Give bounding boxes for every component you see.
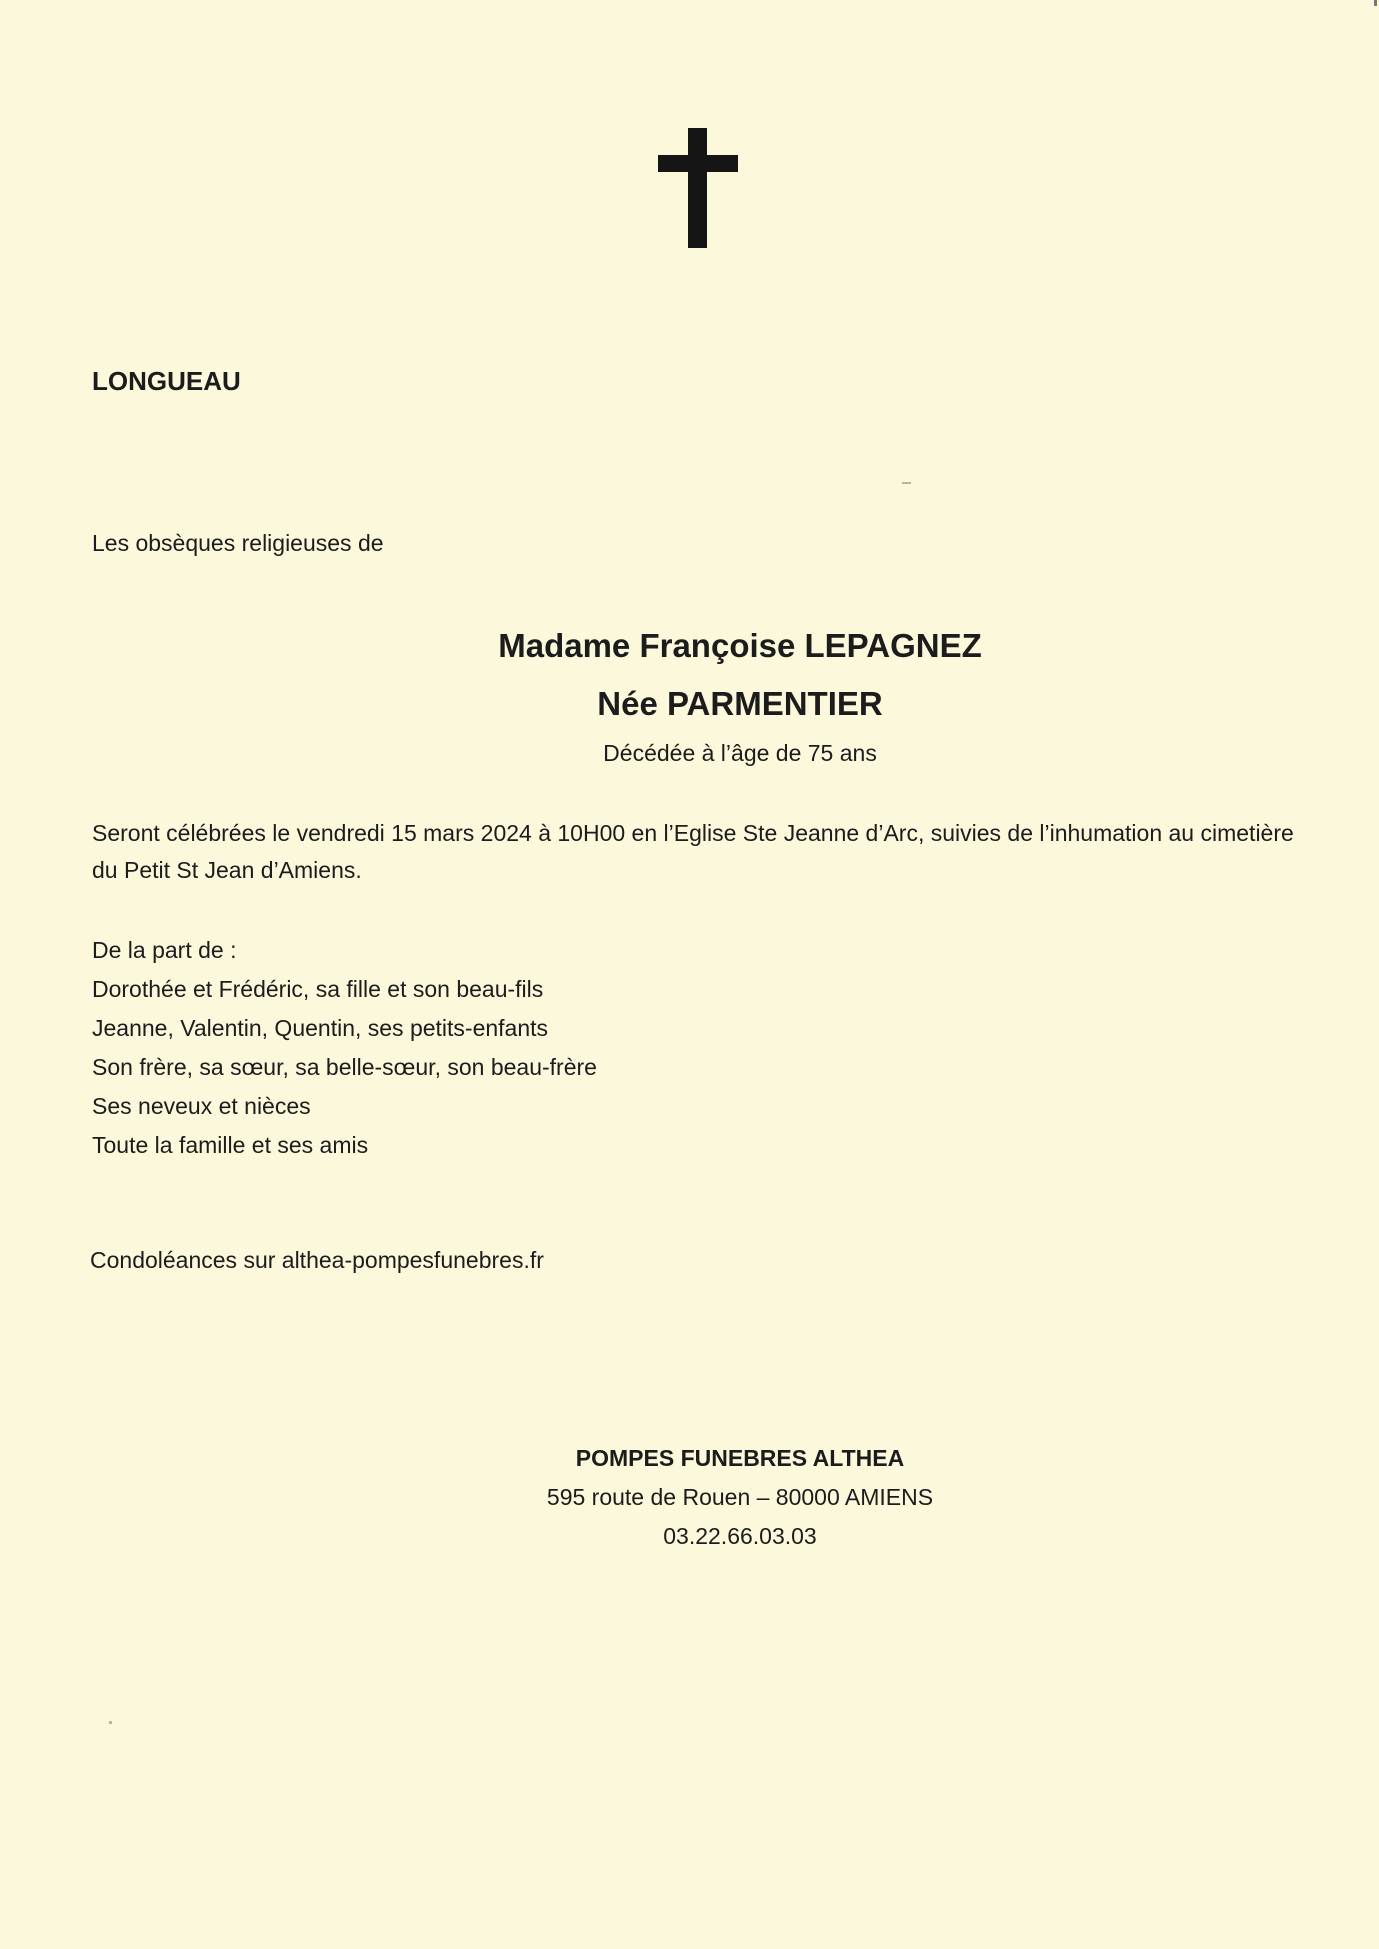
ceremony-details: Seront célébrées le vendredi 15 mars 2024 à 10H00 en l’Eglise Ste Jeanne d’Arc, suivies de l’inhumation au cimetière du Petit St Jean d’Amiens. [92, 820, 1294, 883]
funeral-home-name: POMPES FUNEBRES ALTHEA [575, 1445, 905, 1471]
funeral-home-phone: 03.22.66.03.03 [663, 1523, 817, 1549]
condolences-text: Condoléances sur althea-pompesfunebres.fr [90, 1247, 544, 1273]
paper-speck [109, 1721, 112, 1724]
deceased-age: Décédée à l’âge de 75 ans [603, 740, 877, 766]
cross-horizontal-bar [658, 155, 738, 172]
family-list-item: Dorothée et Frédéric, sa fille et son beau-fils [92, 976, 544, 1002]
paper-speck [902, 482, 911, 484]
family-list-item: Toute la famille et ses amis [92, 1132, 369, 1158]
family-list-item: Son frère, sa sœur, sa belle-sœur, son beau-frère [92, 1054, 597, 1080]
paper-speck [1374, 0, 1377, 6]
cross-icon [658, 128, 738, 248]
intro-text: Les obsèques religieuses de [92, 530, 384, 556]
family-list-item: Jeanne, Valentin, Quentin, ses petits-enfants [92, 1015, 549, 1041]
family-list-item: Ses neveux et nièces [92, 1093, 311, 1119]
family-list [92, 931, 597, 1165]
deceased-maiden-name: Née PARMENTIER [597, 685, 883, 722]
deceased-name: Madame Françoise LEPAGNEZ [498, 627, 982, 664]
family-list-item: De la part de : [92, 937, 237, 963]
locality-heading: LONGUEAU [92, 366, 241, 396]
cross-vertical-bar [688, 128, 707, 248]
funeral-home-address: 595 route de Rouen – 80000 AMIENS [546, 1484, 934, 1510]
